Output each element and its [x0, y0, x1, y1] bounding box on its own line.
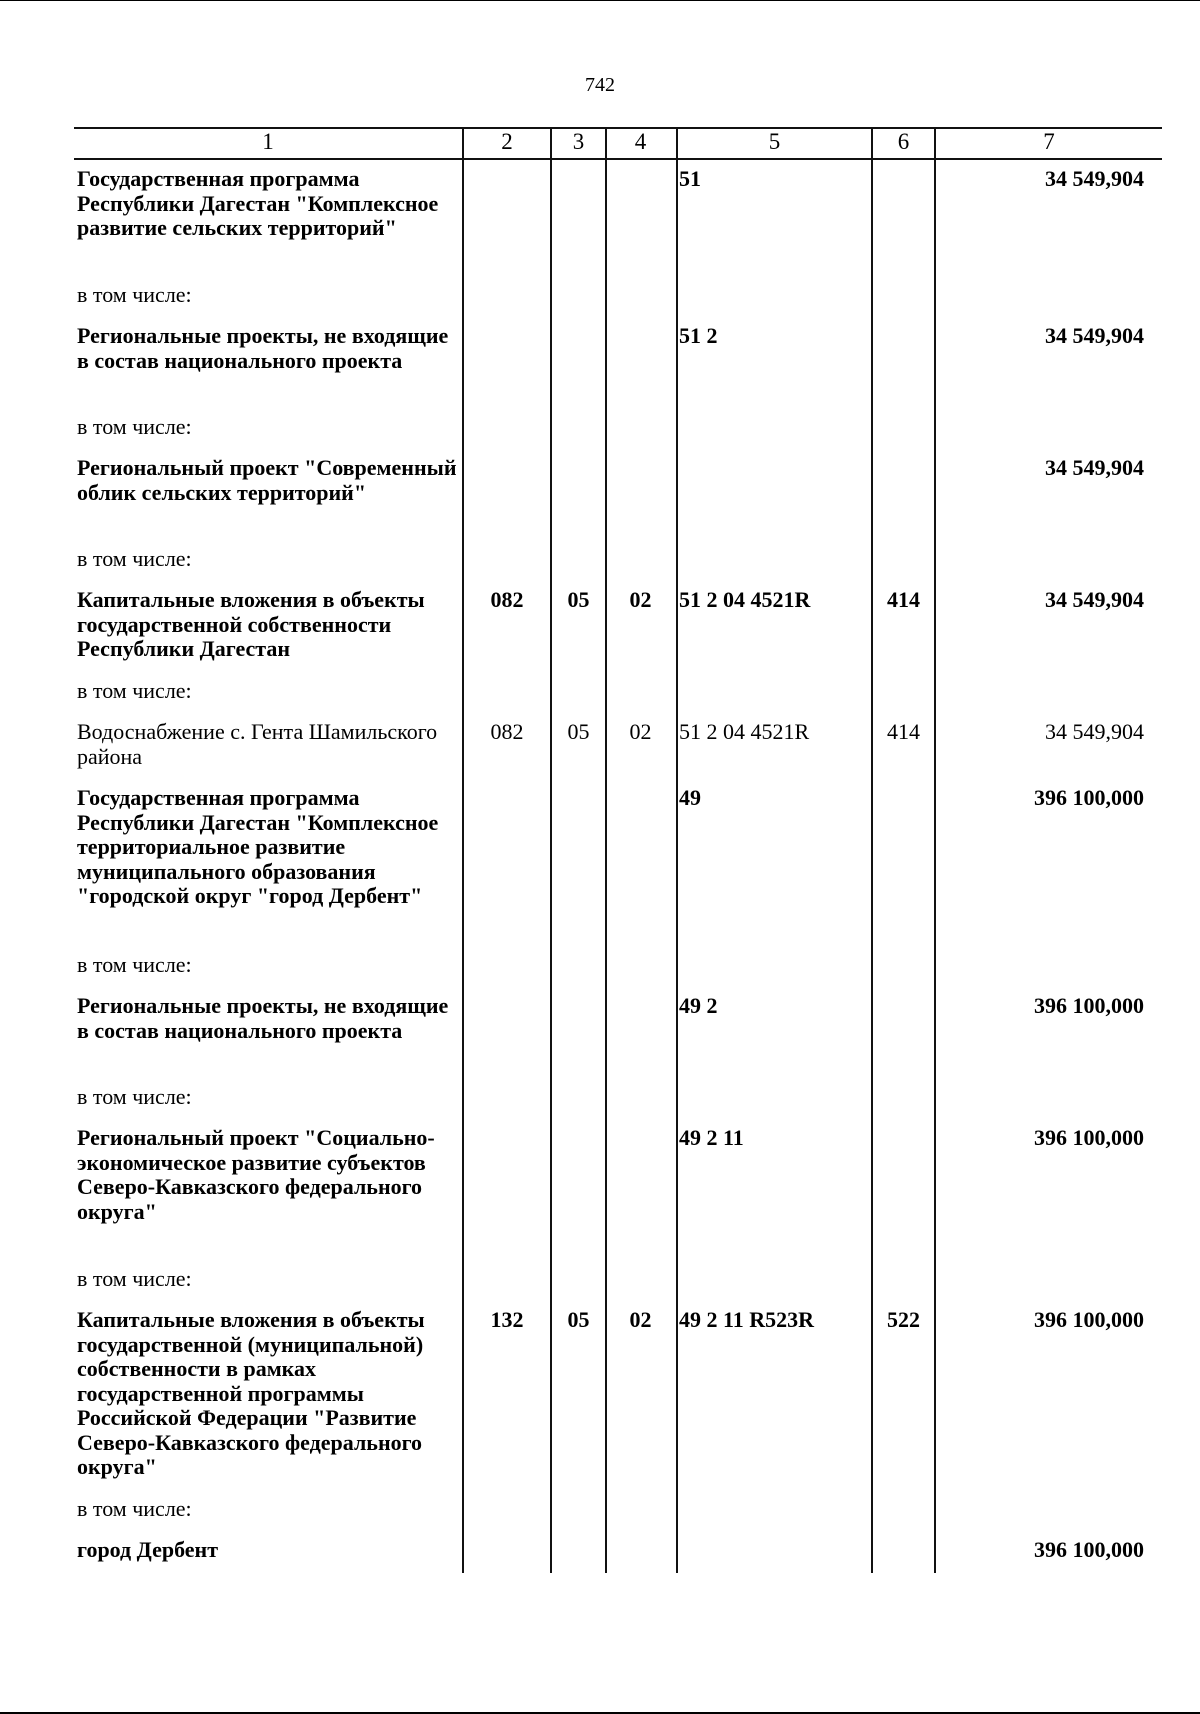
row-ministry: 082 — [490, 719, 524, 744]
row-section: 05 — [567, 1307, 590, 1332]
row-amount: 396 100,000 — [1034, 785, 1144, 810]
row-expense-type: 414 — [887, 587, 920, 612]
row-code: 49 2 — [679, 993, 718, 1018]
column-header-1: 1 — [262, 129, 274, 154]
column-header-5: 5 — [768, 129, 781, 154]
row-ministry: 082 — [490, 587, 524, 612]
subtotal-label: в том числе: — [77, 414, 192, 439]
column-header-2: 2 — [501, 129, 513, 154]
row-amount: 34 549,904 — [1045, 719, 1144, 744]
row-name: Региональный проект "Современный облик сельских территорий" — [77, 455, 457, 505]
row-name: Региональные проекты, не входящие в состав национального проекта — [77, 993, 449, 1043]
row-subsection: 02 — [629, 719, 652, 744]
row-name: Капитальные вложения в объекты государственной (муниципальной) собственности в рамках государственной программы Российской Федерации "Развитие Северо-Кавказского федерального округа" — [77, 1307, 425, 1479]
row-code: 51 2 04 4521R — [679, 719, 810, 744]
subtotal-label: в том числе: — [77, 1496, 192, 1521]
row-amount: 396 100,000 — [1034, 993, 1144, 1018]
row-amount: 396 100,000 — [1034, 1307, 1144, 1332]
row-amount: 34 549,904 — [1045, 587, 1144, 612]
column-header-6: 6 — [897, 129, 910, 154]
table-header-divider — [74, 158, 1162, 160]
subtotal-label: в том числе: — [77, 282, 192, 307]
row-name: город Дербент — [77, 1537, 219, 1562]
row-name: Государственная программа Республики Дагестан "Комплексное развитие сельских территорий" — [77, 166, 439, 240]
row-code: 51 — [679, 166, 701, 191]
row-name: Региональные проекты, не входящие в состав национального проекта — [77, 323, 449, 373]
column-divider — [550, 127, 552, 1573]
row-amount: 34 549,904 — [1045, 323, 1144, 348]
row-ministry: 132 — [490, 1307, 524, 1332]
row-name: Капитальные вложения в объекты государственной собственности Республики Дагестан — [77, 587, 425, 661]
row-amount: 396 100,000 — [1034, 1537, 1144, 1562]
row-subsection: 02 — [629, 587, 652, 612]
row-code: 51 2 04 4521R — [679, 587, 811, 612]
row-name: Региональный проект "Социально-экономическое развитие субъектов Северо-Кавказского федерального округа" — [77, 1125, 435, 1224]
column-header-4: 4 — [634, 129, 647, 154]
column-header-3: 3 — [572, 129, 585, 154]
row-code: 51 2 — [679, 323, 718, 348]
column-divider — [462, 127, 464, 1573]
subtotal-label: в том числе: — [77, 678, 192, 703]
row-amount: 396 100,000 — [1034, 1125, 1144, 1150]
row-code: 49 2 11 R523R — [679, 1307, 815, 1332]
row-section: 05 — [567, 587, 590, 612]
column-header-7: 7 — [1043, 129, 1055, 154]
subtotal-label: в том числе: — [77, 1084, 192, 1109]
subtotal-label: в том числе: — [77, 546, 192, 571]
page-number: 742 — [585, 74, 615, 96]
column-divider — [676, 127, 678, 1573]
column-divider — [871, 127, 873, 1573]
row-name: Государственная программа Республики Дагестан "Комплексное территориальное развитие муниципального образования "городской округ "город Дербент" — [77, 785, 439, 908]
row-code: 49 — [679, 785, 701, 810]
row-amount: 34 549,904 — [1045, 166, 1144, 191]
row-expense-type: 522 — [887, 1307, 920, 1332]
row-expense-type: 414 — [887, 719, 920, 744]
page-top-edge — [0, 0, 1200, 1]
subtotal-label: в том числе: — [77, 1266, 192, 1291]
row-subsection: 02 — [629, 1307, 652, 1332]
row-name: Водоснабжение с. Гента Шамильского района — [77, 719, 438, 769]
row-amount: 34 549,904 — [1045, 455, 1144, 480]
row-section: 05 — [567, 719, 590, 744]
column-divider — [605, 127, 607, 1573]
row-code: 49 2 11 — [679, 1125, 744, 1150]
subtotal-label: в том числе: — [77, 952, 192, 977]
